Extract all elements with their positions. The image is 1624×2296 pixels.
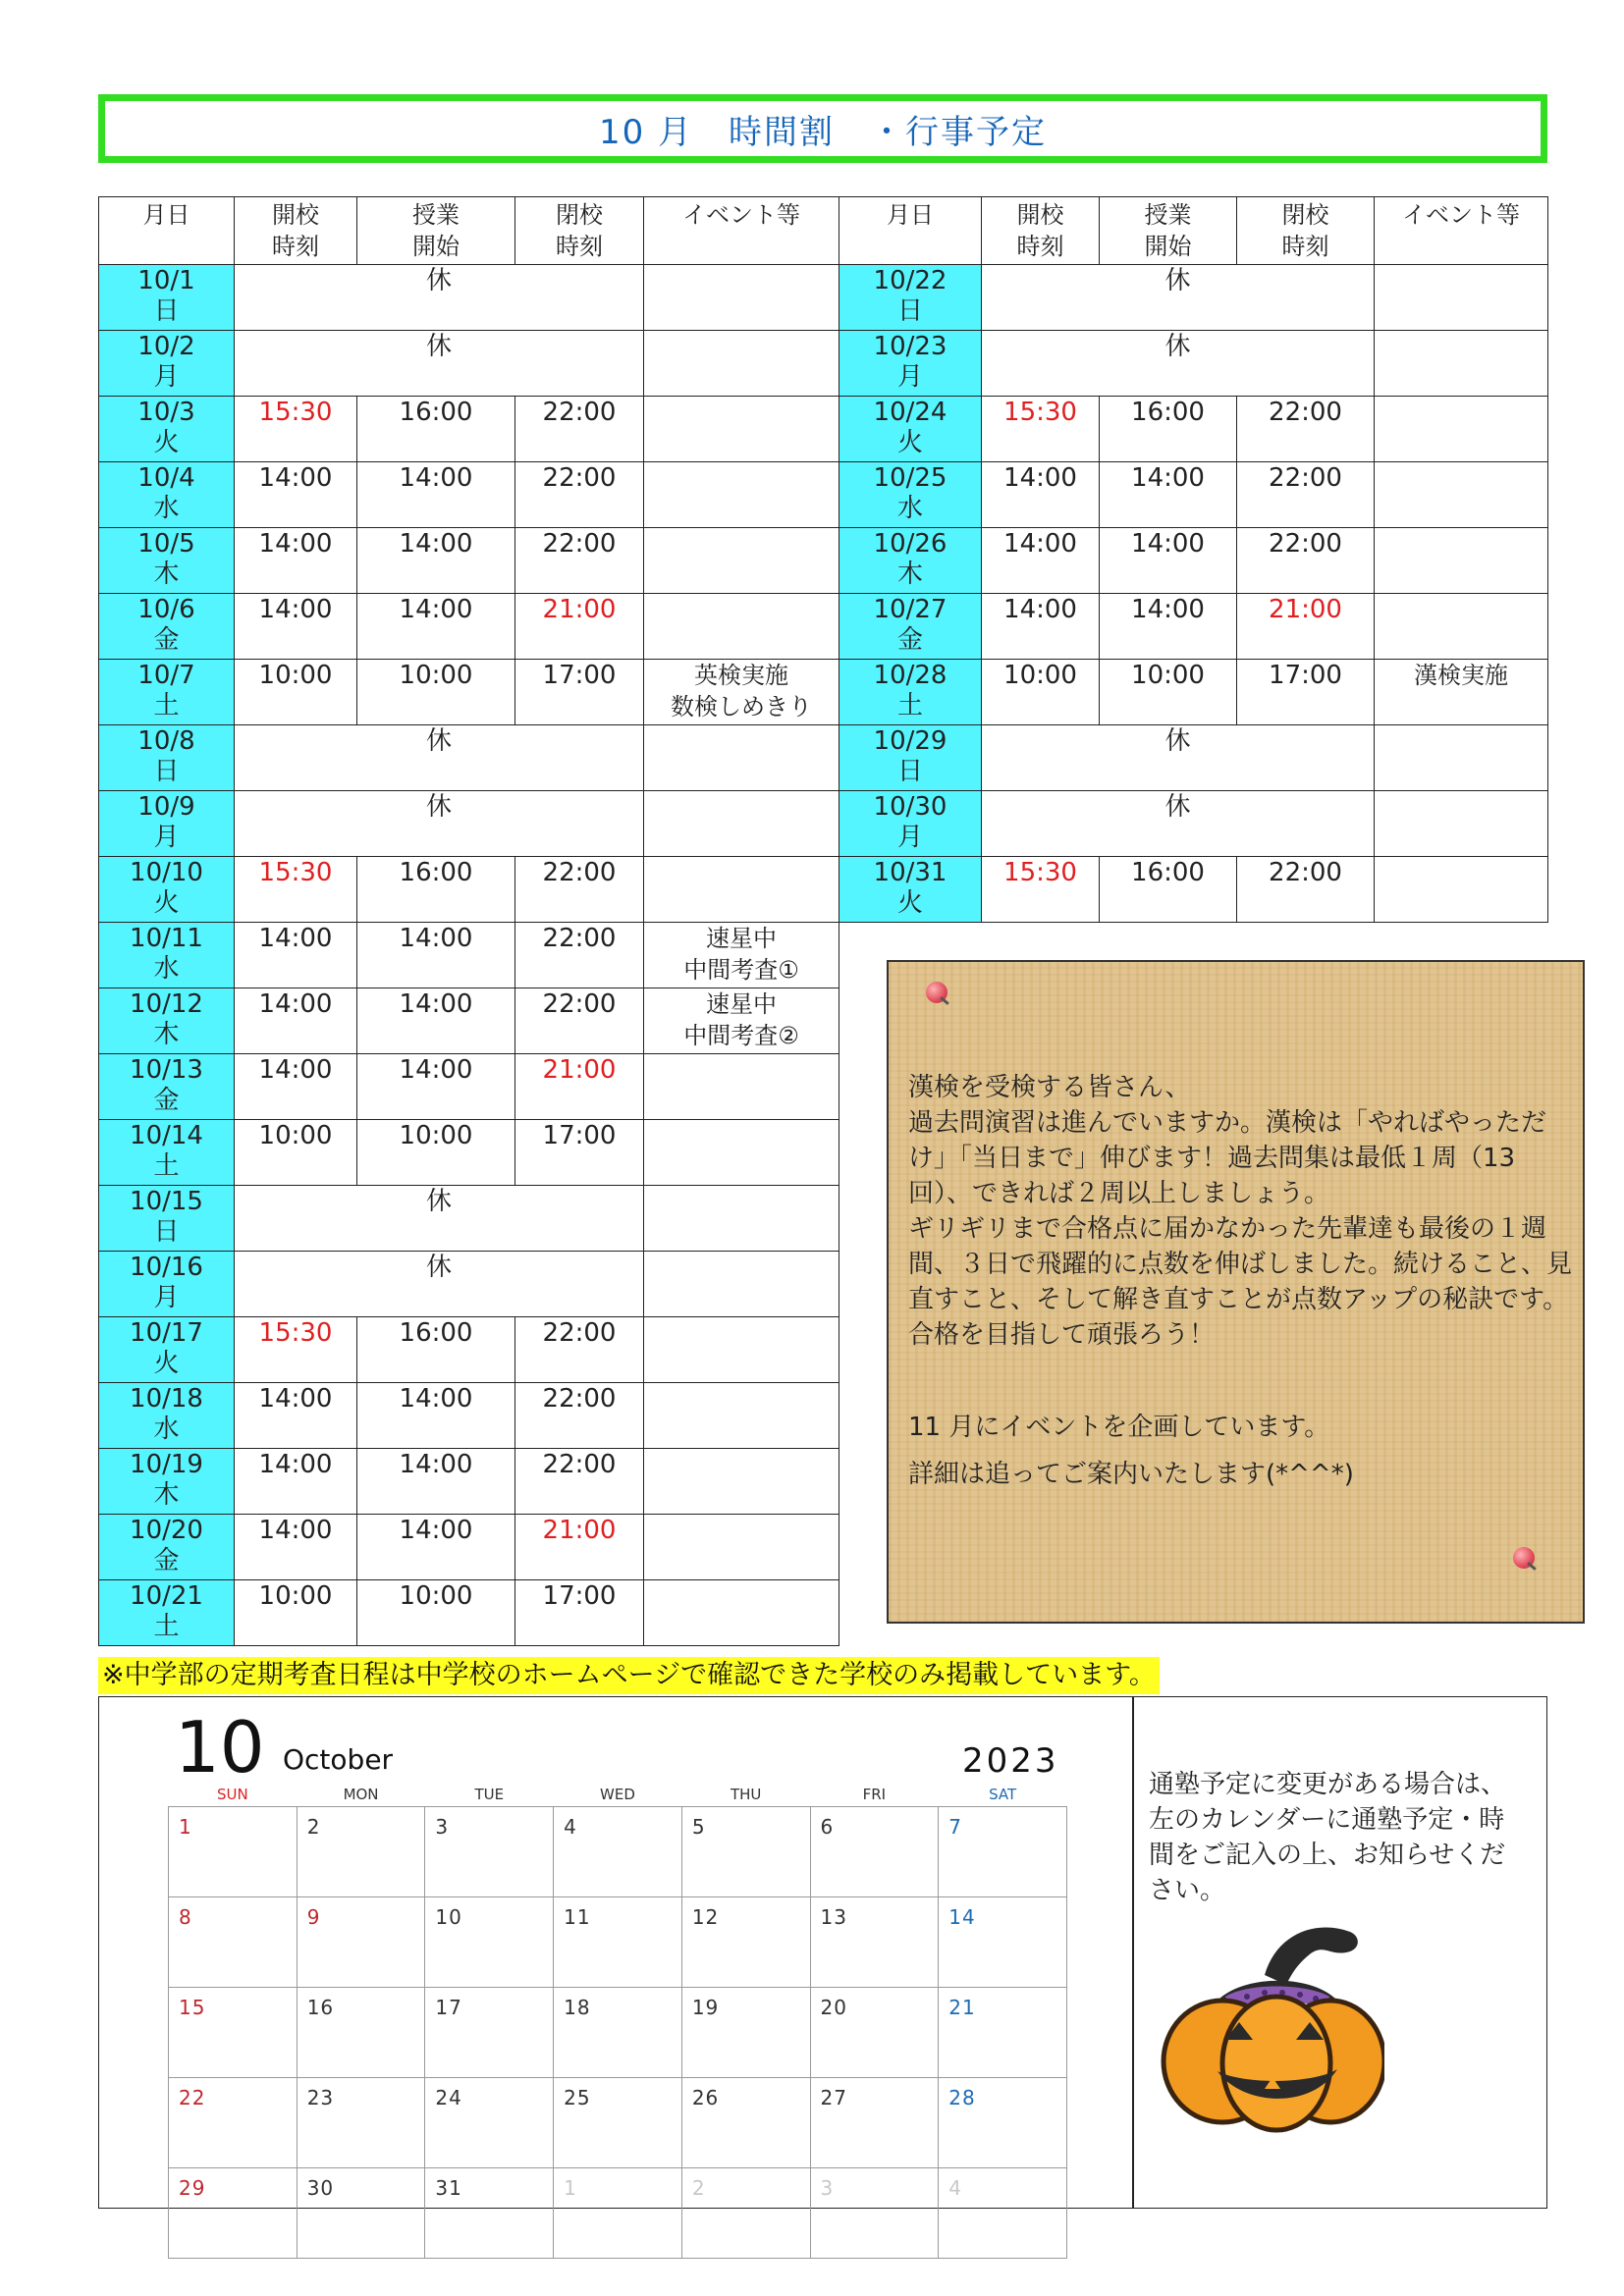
open-time-cell: 14:00 — [982, 528, 1100, 594]
date-cell: 10/14 土 — [99, 1120, 235, 1186]
calendar-day-cell[interactable]: 25 — [554, 2078, 682, 2168]
schedule-row — [839, 397, 1548, 462]
weekday-label: THU — [730, 1786, 762, 1803]
date-cell: 10/16 月 — [99, 1252, 235, 1317]
calendar-day-cell[interactable]: 21 — [939, 1988, 1067, 2078]
open-time-cell: 10:00 — [235, 1120, 357, 1186]
close-time-cell: 22:00 — [515, 988, 644, 1054]
calendar-week — [169, 1897, 1067, 1988]
schedule-header-row — [839, 197, 1548, 265]
header-close-time: 閉校 時刻 — [1237, 197, 1375, 265]
open-time-cell: 15:30 — [982, 857, 1100, 923]
schedule-row — [839, 857, 1548, 923]
schedule-row — [839, 725, 1548, 791]
close-time-cell: 22:00 — [1237, 397, 1375, 462]
class-start-cell: 10:00 — [357, 660, 515, 725]
class-start-cell: 14:00 — [357, 1054, 515, 1120]
schedule-row — [99, 725, 839, 791]
calendar-weekday-row — [169, 1783, 1067, 1807]
open-time-cell: 15:30 — [982, 397, 1100, 462]
date-cell: 10/1 日 — [99, 265, 235, 331]
notice-text — [908, 1070, 1573, 1498]
event-cell — [644, 1515, 839, 1580]
calendar-day-cell[interactable]: 11 — [554, 1897, 682, 1988]
closed-cell: 休 — [982, 331, 1375, 397]
class-start-cell: 14:00 — [357, 1383, 515, 1449]
calendar-day-cell[interactable]: 12 — [681, 1897, 810, 1988]
close-time-cell: 22:00 — [515, 1317, 644, 1383]
class-start-cell: 14:00 — [357, 594, 515, 660]
class-start-cell: 14:00 — [357, 1515, 515, 1580]
calendar-year: 2023 — [962, 1741, 1059, 1781]
event-cell — [644, 528, 839, 594]
closed-cell: 休 — [235, 1186, 644, 1252]
calendar-day-cell[interactable]: 26 — [681, 2078, 810, 2168]
event-cell — [644, 791, 839, 857]
closed-cell: 休 — [982, 265, 1375, 331]
calendar-day-cell[interactable]: 6 — [810, 1807, 939, 1897]
header-date: 月日 — [839, 197, 982, 265]
header-open-time: 開校 時刻 — [982, 197, 1100, 265]
open-time-cell: 14:00 — [235, 1515, 357, 1580]
calendar-day-cell[interactable]: 4 — [554, 1807, 682, 1897]
schedule-row — [99, 1252, 839, 1317]
date-cell: 10/12 木 — [99, 988, 235, 1054]
calendar-week — [169, 1807, 1067, 1897]
close-time-cell: 22:00 — [515, 857, 644, 923]
date-cell: 10/27 金 — [839, 594, 982, 660]
closed-cell: 休 — [235, 791, 644, 857]
open-time-cell: 14:00 — [235, 923, 357, 988]
weekday-label: MON — [343, 1786, 379, 1803]
schedule-row — [99, 265, 839, 331]
event-cell — [1375, 857, 1548, 923]
schedule-row — [99, 1580, 839, 1646]
calendar-day-cell[interactable]: 3 — [810, 2168, 939, 2259]
event-cell — [644, 265, 839, 331]
weekday-label: FRI — [862, 1786, 887, 1803]
calendar-day-cell[interactable]: 14 — [939, 1897, 1067, 1988]
schedule-row — [99, 397, 839, 462]
schedule-row — [99, 988, 839, 1054]
event-cell — [644, 397, 839, 462]
close-time-cell: 21:00 — [1237, 594, 1375, 660]
schedule-row — [839, 660, 1548, 725]
event-cell — [644, 1383, 839, 1449]
schedule-row — [99, 1120, 839, 1186]
date-cell: 10/3 火 — [99, 397, 235, 462]
date-cell: 10/21 土 — [99, 1580, 235, 1646]
schedule-row — [99, 1186, 839, 1252]
open-time-cell: 14:00 — [235, 528, 357, 594]
date-cell: 10/28 土 — [839, 660, 982, 725]
calendar-month-name: October — [283, 1743, 394, 1776]
monthly-calendar — [168, 1783, 1067, 2259]
date-cell: 10/6 金 — [99, 594, 235, 660]
event-cell — [644, 594, 839, 660]
header-close-time: 閉校 時刻 — [515, 197, 644, 265]
class-start-cell: 16:00 — [1100, 397, 1237, 462]
date-cell: 10/22 日 — [839, 265, 982, 331]
date-cell: 10/11 水 — [99, 923, 235, 988]
class-start-cell: 14:00 — [1100, 462, 1237, 528]
schedule-table-right — [839, 196, 1548, 923]
date-cell: 10/19 木 — [99, 1449, 235, 1515]
class-start-cell: 16:00 — [357, 397, 515, 462]
close-time-cell: 22:00 — [1237, 857, 1375, 923]
event-cell — [644, 462, 839, 528]
calendar-day-cell[interactable]: 7 — [939, 1807, 1067, 1897]
date-cell: 10/26 木 — [839, 528, 982, 594]
calendar-day-cell[interactable]: 9 — [297, 1897, 425, 1988]
calendar-day-cell[interactable]: 22 — [169, 2078, 298, 2168]
calendar-day-cell[interactable]: 29 — [169, 2168, 298, 2259]
event-cell — [1375, 265, 1548, 331]
schedule-row — [99, 1449, 839, 1515]
event-cell — [644, 725, 839, 791]
event-cell — [1375, 594, 1548, 660]
notice-paragraph: 合格を目指して頑張ろう！ — [908, 1320, 1216, 1350]
date-cell: 10/23 月 — [839, 331, 982, 397]
calendar-day-cell[interactable]: 20 — [810, 1988, 939, 2078]
calendar-day-cell[interactable]: 3 — [425, 1807, 554, 1897]
open-time-cell: 14:00 — [235, 594, 357, 660]
notice-board — [887, 960, 1585, 1624]
close-time-cell: 22:00 — [515, 1383, 644, 1449]
event-cell: 速星中 中間考査① — [644, 923, 839, 988]
notice-paragraph: 11 月にイベントを企画しています。 — [908, 1413, 1330, 1442]
calendar-day-cell[interactable]: 13 — [810, 1897, 939, 1988]
attendance-change-note: 通塾予定に変更がある場合は、左のカレンダーに通塾予定・時間をご記入の上、お知らせください。 — [1149, 1770, 1507, 1905]
calendar-day-cell[interactable]: 1 — [169, 1807, 298, 1897]
schedule-row — [99, 1515, 839, 1580]
schedule-header-row — [99, 197, 839, 265]
schedule-row — [99, 923, 839, 988]
close-time-cell: 17:00 — [515, 660, 644, 725]
class-start-cell: 16:00 — [1100, 857, 1237, 923]
close-time-cell: 22:00 — [515, 528, 644, 594]
close-time-cell: 21:00 — [515, 1515, 644, 1580]
class-start-cell: 10:00 — [357, 1580, 515, 1646]
schedule-row — [99, 1383, 839, 1449]
jack-o-lantern-icon — [1149, 1914, 1384, 2150]
event-cell — [1375, 331, 1548, 397]
close-time-cell: 22:00 — [515, 397, 644, 462]
event-cell — [1375, 462, 1548, 528]
open-time-cell: 10:00 — [982, 660, 1100, 725]
schedule-row — [99, 331, 839, 397]
class-start-cell: 14:00 — [357, 988, 515, 1054]
calendar-day-cell[interactable]: 5 — [681, 1807, 810, 1897]
notice-paragraph: ギリギリまで合格点に届かなかった先輩達も最後の１週間、３日で飛躍的に点数を伸ばしました。続けること、見直すこと、そして解き直すことが点数アップの秘訣です。 — [908, 1214, 1573, 1314]
open-time-cell: 14:00 — [235, 988, 357, 1054]
event-cell — [1375, 791, 1548, 857]
calendar-day-cell[interactable]: 19 — [681, 1988, 810, 2078]
date-cell: 10/15 日 — [99, 1186, 235, 1252]
class-start-cell: 10:00 — [357, 1120, 515, 1186]
event-cell — [644, 1120, 839, 1186]
date-cell: 10/4 水 — [99, 462, 235, 528]
open-time-cell: 10:00 — [235, 1580, 357, 1646]
calendar-week — [169, 1988, 1067, 2078]
date-cell: 10/29 日 — [839, 725, 982, 791]
calendar-week — [169, 2168, 1067, 2259]
date-cell: 10/20 金 — [99, 1515, 235, 1580]
closed-cell: 休 — [235, 331, 644, 397]
weekday-label: SAT — [989, 1786, 1017, 1803]
calendar-day-cell[interactable]: 18 — [554, 1988, 682, 2078]
schedule-row — [839, 528, 1548, 594]
calendar-day-cell[interactable]: 27 — [810, 2078, 939, 2168]
open-time-cell: 14:00 — [235, 1383, 357, 1449]
closed-cell: 休 — [982, 791, 1375, 857]
event-cell — [1375, 528, 1548, 594]
schedule-row — [99, 1054, 839, 1120]
date-cell: 10/18 水 — [99, 1383, 235, 1449]
open-time-cell: 14:00 — [235, 1449, 357, 1515]
close-time-cell: 21:00 — [515, 594, 644, 660]
calendar-day-cell[interactable]: 17 — [425, 1988, 554, 2078]
calendar-day-cell[interactable]: 15 — [169, 1988, 298, 2078]
schedule-row — [99, 660, 839, 725]
calendar-day-cell[interactable]: 23 — [297, 2078, 425, 2168]
calendar-day-cell[interactable]: 28 — [939, 2078, 1067, 2168]
date-cell: 10/24 火 — [839, 397, 982, 462]
event-cell: 英検実施 数検しめきり — [644, 660, 839, 725]
class-start-cell: 16:00 — [357, 1317, 515, 1383]
open-time-cell: 14:00 — [235, 1054, 357, 1120]
close-time-cell: 17:00 — [515, 1580, 644, 1646]
close-time-cell: 22:00 — [1237, 528, 1375, 594]
schedule-row — [99, 791, 839, 857]
close-time-cell: 17:00 — [515, 1120, 644, 1186]
notice-paragraph: 詳細は追ってご案内いたします(*^^*) — [908, 1460, 1354, 1489]
date-cell: 10/8 日 — [99, 725, 235, 791]
pushpin-icon — [1513, 1547, 1535, 1569]
event-cell — [644, 857, 839, 923]
event-cell — [644, 1252, 839, 1317]
calendar-day-cell[interactable]: 30 — [297, 2168, 425, 2259]
schedule-row — [99, 594, 839, 660]
schedule-row — [99, 528, 839, 594]
close-time-cell: 22:00 — [1237, 462, 1375, 528]
schedule-row — [839, 462, 1548, 528]
open-time-cell: 14:00 — [235, 462, 357, 528]
notice-paragraph: 過去問演習は進んでいますか。漢検は「やればやっただけ」「当日まで」伸びます！過去問集は最低１周（13 回）、できれば２周以上しましょう。 — [908, 1108, 1547, 1208]
open-time-cell: 14:00 — [982, 594, 1100, 660]
close-time-cell: 22:00 — [515, 1449, 644, 1515]
header-event: イベント等 — [644, 197, 839, 265]
event-cell — [644, 1580, 839, 1646]
class-start-cell: 14:00 — [1100, 528, 1237, 594]
weekday-label: TUE — [474, 1786, 505, 1803]
page-title: 10 月 時間割 ・行事予定 — [98, 94, 1547, 163]
schedule-row — [839, 791, 1548, 857]
open-time-cell: 15:30 — [235, 397, 357, 462]
closed-cell: 休 — [982, 725, 1375, 791]
weekday-label: WED — [600, 1786, 635, 1803]
divider — [1132, 1696, 1134, 2209]
schedule-row — [99, 857, 839, 923]
event-cell — [1375, 397, 1548, 462]
header-class-start: 授業 開始 — [1100, 197, 1237, 265]
header-date: 月日 — [99, 197, 235, 265]
class-start-cell: 16:00 — [357, 857, 515, 923]
open-time-cell: 14:00 — [982, 462, 1100, 528]
pushpin-icon — [926, 982, 947, 1003]
calendar-day-cell[interactable]: 2 — [681, 2168, 810, 2259]
header-event: イベント等 — [1375, 197, 1548, 265]
event-cell — [644, 1186, 839, 1252]
closed-cell: 休 — [235, 725, 644, 791]
notice-paragraph — [908, 1353, 1573, 1404]
date-cell: 10/30 月 — [839, 791, 982, 857]
event-cell — [644, 1449, 839, 1515]
schedule-row — [839, 594, 1548, 660]
class-start-cell: 14:00 — [357, 923, 515, 988]
open-time-cell: 10:00 — [235, 660, 357, 725]
date-cell: 10/9 月 — [99, 791, 235, 857]
class-start-cell: 14:00 — [357, 528, 515, 594]
calendar-day-cell[interactable]: 8 — [169, 1897, 298, 1988]
schedule-row — [99, 462, 839, 528]
calendar-day-cell[interactable]: 1 — [554, 2168, 682, 2259]
notice-paragraph: 漢検を受検する皆さん、 — [908, 1073, 1191, 1102]
schedule-row — [839, 331, 1548, 397]
schedule-table-left — [98, 196, 839, 1646]
close-time-cell: 17:00 — [1237, 660, 1375, 725]
close-time-cell: 21:00 — [515, 1054, 644, 1120]
event-cell — [644, 331, 839, 397]
open-time-cell: 15:30 — [235, 857, 357, 923]
schedule-row — [99, 1317, 839, 1383]
date-cell: 10/5 木 — [99, 528, 235, 594]
calendar-day-cell[interactable]: 24 — [425, 2078, 554, 2168]
date-cell: 10/2 月 — [99, 331, 235, 397]
calendar-week — [169, 2078, 1067, 2168]
header-class-start: 授業 開始 — [357, 197, 515, 265]
calendar-day-cell[interactable]: 16 — [297, 1988, 425, 2078]
event-cell: 速星中 中間考査② — [644, 988, 839, 1054]
event-cell: 漢検実施 — [1375, 660, 1548, 725]
calendar-day-cell[interactable]: 2 — [297, 1807, 425, 1897]
class-start-cell: 10:00 — [1100, 660, 1237, 725]
closed-cell: 休 — [235, 1252, 644, 1317]
date-cell: 10/17 火 — [99, 1317, 235, 1383]
calendar-day-cell[interactable]: 10 — [425, 1897, 554, 1988]
class-start-cell: 14:00 — [357, 1449, 515, 1515]
closed-cell: 休 — [235, 265, 644, 331]
open-time-cell: 15:30 — [235, 1317, 357, 1383]
date-cell: 10/10 火 — [99, 857, 235, 923]
class-start-cell: 14:00 — [1100, 594, 1237, 660]
calendar-day-cell[interactable]: 31 — [425, 2168, 554, 2259]
event-cell — [644, 1317, 839, 1383]
calendar-month-number: 10 — [175, 1706, 265, 1789]
date-cell: 10/31 火 — [839, 857, 982, 923]
date-cell: 10/13 金 — [99, 1054, 235, 1120]
event-cell — [1375, 725, 1548, 791]
event-cell — [644, 1054, 839, 1120]
weekday-label: SUN — [216, 1786, 248, 1803]
schedule-row — [839, 265, 1548, 331]
class-start-cell: 14:00 — [357, 462, 515, 528]
header-open-time: 開校 時刻 — [235, 197, 357, 265]
close-time-cell: 22:00 — [515, 462, 644, 528]
close-time-cell: 22:00 — [515, 923, 644, 988]
calendar-day-cell[interactable]: 4 — [939, 2168, 1067, 2259]
date-cell: 10/7 土 — [99, 660, 235, 725]
date-cell: 10/25 水 — [839, 462, 982, 528]
footnote: ※中学部の定期考査日程は中学校のホームページで確認できた学校のみ掲載しています。 — [98, 1657, 1160, 1694]
